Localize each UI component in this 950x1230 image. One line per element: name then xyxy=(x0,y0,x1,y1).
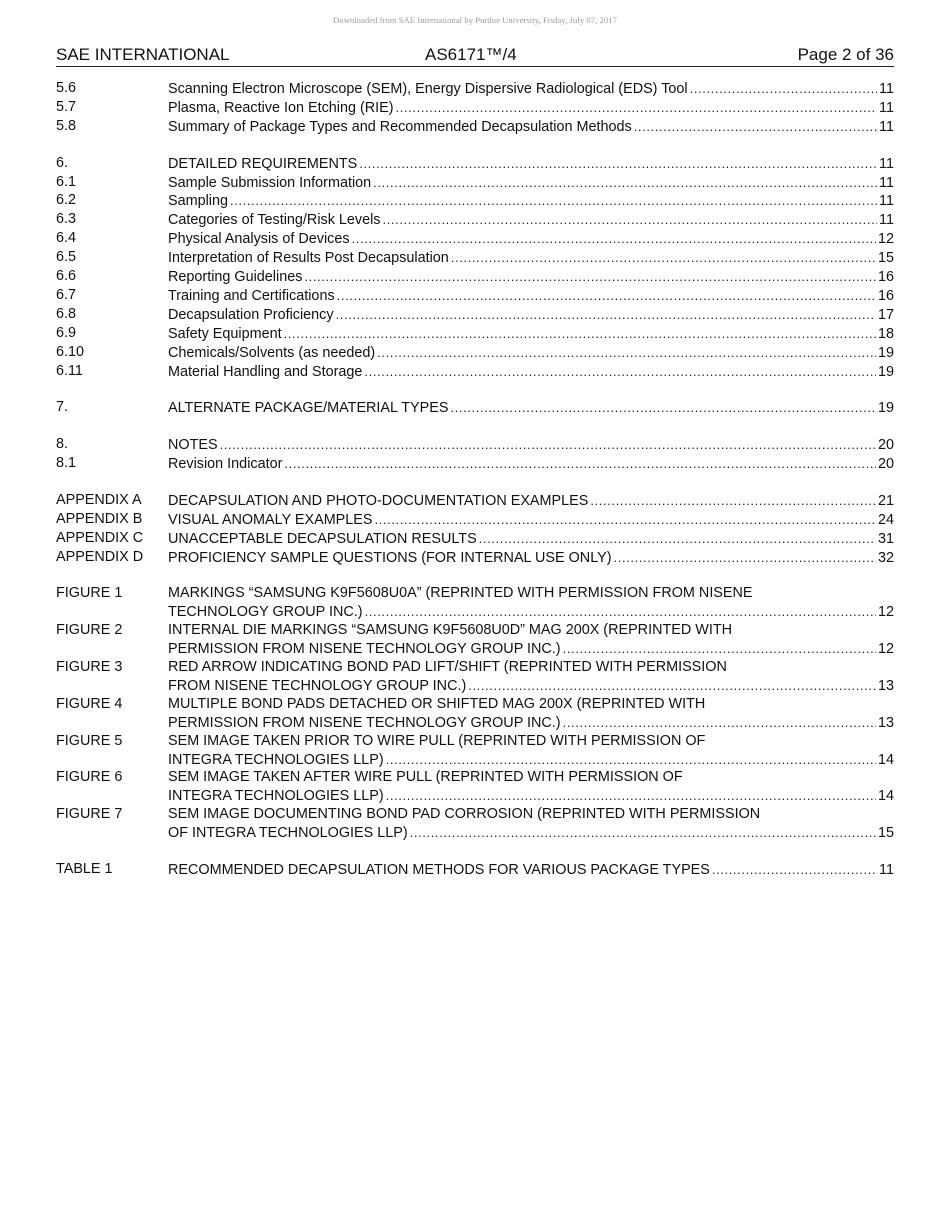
toc-entry-number: 8. xyxy=(56,436,69,453)
dot-leader xyxy=(690,80,877,98)
toc-entry-number: 6.3 xyxy=(56,211,77,228)
toc-entry-page: 21 xyxy=(877,492,894,509)
toc-entry-number: 6.8 xyxy=(56,305,77,322)
dot-leader xyxy=(364,363,876,381)
dot-leader xyxy=(410,824,876,842)
toc-entry-page: 11 xyxy=(879,861,894,878)
toc-entry-title: DECAPSULATION AND PHOTO-DOCUMENTATION EXAMPLES xyxy=(168,492,589,509)
toc-entry-title: UNACCEPTABLE DECAPSULATION RESULTS xyxy=(168,530,477,547)
toc-entry[interactable] xyxy=(56,492,894,511)
toc-entry-page: 11 xyxy=(879,193,894,210)
toc-entry-title: Scanning Electron Microscope (SEM), Energy Dispersive Radiological (EDS) Tool xyxy=(168,81,688,97)
toc-entry-number: APPENDIX B xyxy=(56,510,143,527)
toc-entry-page: 11 xyxy=(879,212,894,229)
toc-entry[interactable] xyxy=(56,511,894,530)
toc-entry-page: 11 xyxy=(879,118,894,135)
toc-entry-page: 19 xyxy=(877,344,894,361)
toc-entry-title: Plasma, Reactive Ion Etching (RIE) xyxy=(168,99,394,116)
toc-entry-title-continued: INTEGRA TECHNOLOGIES LLP) xyxy=(168,788,384,805)
toc-entry-title: Physical Analysis of Devices xyxy=(168,231,350,248)
toc-entry[interactable] xyxy=(56,399,894,418)
toc-entry-number: APPENDIX D xyxy=(56,548,144,565)
toc-entry-page: 11 xyxy=(879,174,894,191)
dot-leader xyxy=(563,714,876,732)
toc-entry-page: 11 xyxy=(879,155,894,172)
toc-entry[interactable] xyxy=(56,344,894,363)
page-header xyxy=(56,44,894,67)
toc-entry-number: 7. xyxy=(56,399,69,416)
toc-entry-title: Interpretation of Results Post Decapsulation xyxy=(168,250,449,267)
toc-entry-page: 20 xyxy=(877,456,894,473)
dot-leader xyxy=(352,230,876,248)
toc-entry[interactable] xyxy=(56,585,894,622)
toc-entry-title: NOTES xyxy=(168,437,218,454)
toc-entry[interactable] xyxy=(56,211,894,230)
toc-entry-title: RECOMMENDED DECAPSULATION METHODS FOR VARIOUS PACKAGE TYPES xyxy=(168,861,710,878)
dot-leader xyxy=(337,287,876,305)
toc-entry[interactable] xyxy=(56,622,894,659)
toc-entry-page: 15 xyxy=(877,825,894,842)
toc-entry-page: 18 xyxy=(877,325,894,342)
toc-entry[interactable] xyxy=(56,861,894,880)
toc-entry-title-continued: PERMISSION FROM NISENE TECHNOLOGY GROUP INC.) xyxy=(168,714,561,731)
header-document-id: AS6171™/4 xyxy=(425,45,517,64)
toc-entry-number: 5.8 xyxy=(56,117,77,134)
dot-leader xyxy=(374,511,876,529)
toc-entry-title-continued: FROM NISENE TECHNOLOGY GROUP INC.) xyxy=(168,677,467,694)
toc-entry-number: 6.7 xyxy=(56,286,77,303)
toc-entry-page: 13 xyxy=(877,677,894,694)
toc-entry-number: 6. xyxy=(56,154,69,171)
toc-entry-page: 19 xyxy=(877,363,894,380)
download-watermark: Downloaded from SAE International by Purdue University, Friday, July 07, 2017 xyxy=(333,15,617,25)
toc-entry-number: FIGURE 7 xyxy=(56,806,123,823)
toc-entry-number: FIGURE 5 xyxy=(56,732,123,749)
toc-entry-page: 15 xyxy=(877,250,894,267)
toc-entry-title: Summary of Package Types and Recommended Decapsulation Methods xyxy=(168,118,632,135)
toc-entry[interactable] xyxy=(56,306,894,325)
toc-entry[interactable] xyxy=(56,363,894,382)
dot-leader xyxy=(373,174,877,192)
toc-entry-page: 16 xyxy=(877,269,894,286)
table-of-contents xyxy=(56,80,894,880)
toc-entry-page: 11 xyxy=(879,81,894,97)
toc-entry-title-continued: INTEGRA TECHNOLOGIES LLP) xyxy=(168,751,384,768)
dot-leader xyxy=(563,640,876,658)
toc-entry[interactable] xyxy=(56,118,894,137)
toc-entry-page: 12 xyxy=(877,231,894,248)
toc-entry-number: 6.5 xyxy=(56,249,77,266)
dot-leader xyxy=(386,751,876,769)
toc-entry-number: 6.6 xyxy=(56,268,77,285)
toc-entry-title: Material Handling and Storage xyxy=(168,363,363,380)
toc-entry[interactable] xyxy=(56,268,894,287)
toc-entry[interactable] xyxy=(56,99,894,118)
dot-leader xyxy=(359,155,877,173)
toc-entry[interactable] xyxy=(56,155,894,174)
toc-entry-page: 14 xyxy=(877,751,894,768)
toc-entry-number: 6.1 xyxy=(56,173,77,190)
toc-entry[interactable] xyxy=(56,249,894,268)
dot-leader xyxy=(386,787,876,805)
toc-entry-title: PROFICIENCY SAMPLE QUESTIONS (FOR INTERNAL USE ONLY) xyxy=(168,549,612,566)
toc-entry[interactable] xyxy=(56,230,894,249)
toc-entry-number: FIGURE 4 xyxy=(56,695,123,712)
toc-entry-title: Sample Submission Information xyxy=(168,174,372,191)
toc-entry-page: 16 xyxy=(877,287,894,304)
toc-entry[interactable] xyxy=(56,80,894,99)
toc-entry-title: Safety Equipment xyxy=(168,325,282,342)
toc-entry-page: 14 xyxy=(877,788,894,805)
toc-entry-number: FIGURE 6 xyxy=(56,769,123,786)
dot-leader xyxy=(614,549,876,567)
toc-entry-title: MULTIPLE BOND PADS DETACHED OR SHIFTED MAG 200X (REPRINTED WITH xyxy=(168,695,706,712)
dot-leader xyxy=(284,325,876,343)
dot-leader xyxy=(220,436,876,454)
toc-entry-title: SEM IMAGE DOCUMENTING BOND PAD CORROSION (REPRINTED WITH PERMISSION xyxy=(168,806,761,823)
toc-entry-number: 6.4 xyxy=(56,230,77,247)
toc-entry-number: APPENDIX C xyxy=(56,529,144,546)
toc-entry-number: TABLE 1 xyxy=(56,860,113,877)
toc-entry-title: MARKINGS “SAMSUNG K9F5608U0A” (REPRINTED WITH PERMISSION FROM NISENE xyxy=(168,585,753,602)
toc-entry-page: 13 xyxy=(877,714,894,731)
header-organization: SAE INTERNATIONAL xyxy=(56,45,230,64)
toc-entry-number: 5.6 xyxy=(56,80,77,96)
toc-entry-page: 11 xyxy=(879,99,894,116)
toc-entry-title: SEM IMAGE TAKEN AFTER WIRE PULL (REPRINTED WITH PERMISSION OF xyxy=(168,769,683,786)
dot-leader xyxy=(396,99,878,117)
toc-entry[interactable] xyxy=(56,659,894,696)
dot-leader xyxy=(712,861,877,879)
toc-entry-number: 6.10 xyxy=(56,343,85,360)
toc-entry[interactable] xyxy=(56,696,894,733)
toc-entry-title-continued: OF INTEGRA TECHNOLOGIES LLP) xyxy=(168,825,408,842)
toc-entry-number: APPENDIX A xyxy=(56,491,142,508)
toc-entry-title-continued: PERMISSION FROM NISENE TECHNOLOGY GROUP INC.) xyxy=(168,641,561,658)
toc-entry-number: FIGURE 3 xyxy=(56,659,123,676)
toc-entry-title: VISUAL ANOMALY EXAMPLES xyxy=(168,511,373,528)
toc-entry[interactable] xyxy=(56,769,894,806)
toc-entry[interactable] xyxy=(56,287,894,306)
toc-entry[interactable] xyxy=(56,325,894,344)
toc-entry-number: 8.1 xyxy=(56,455,77,472)
toc-entry-title: ALTERNATE PACKAGE/MATERIAL TYPES xyxy=(168,400,449,417)
toc-entry-number: 6.2 xyxy=(56,192,77,209)
toc-entry-page: 31 xyxy=(877,530,894,547)
toc-entry-title-continued: TECHNOLOGY GROUP INC.) xyxy=(168,604,363,621)
toc-entry[interactable] xyxy=(56,455,894,474)
toc-entry-page: 20 xyxy=(877,437,894,454)
toc-entry-page: 19 xyxy=(877,400,894,417)
dot-leader xyxy=(365,603,876,621)
dot-leader xyxy=(304,268,876,286)
toc-entry-title: Training and Certifications xyxy=(168,287,335,304)
toc-entry-number: 6.11 xyxy=(56,362,83,379)
toc-entry-title: Revision Indicator xyxy=(168,456,283,473)
toc-entry[interactable] xyxy=(56,174,894,193)
dot-leader xyxy=(284,455,876,473)
toc-entry[interactable] xyxy=(56,436,894,455)
toc-entry-page: 32 xyxy=(877,549,894,566)
dot-leader xyxy=(383,211,878,229)
toc-entry-title: Chemicals/Solvents (as needed) xyxy=(168,344,376,361)
dot-leader xyxy=(336,306,876,324)
dot-leader xyxy=(451,249,876,267)
toc-entry-title: Reporting Guidelines xyxy=(168,269,303,286)
toc-entry-title: DETAILED REQUIREMENTS xyxy=(168,155,358,172)
toc-entry-number: FIGURE 1 xyxy=(56,585,123,602)
toc-entry[interactable] xyxy=(56,530,894,549)
toc-entry-page: 17 xyxy=(877,306,894,323)
toc-entry-title: SEM IMAGE TAKEN PRIOR TO WIRE PULL (REPRINTED WITH PERMISSION OF xyxy=(168,732,706,749)
toc-entry-page: 12 xyxy=(877,641,894,658)
toc-entry-title: Sampling xyxy=(168,193,228,210)
toc-entry-title: Decapsulation Proficiency xyxy=(168,306,334,323)
dot-leader xyxy=(634,118,877,136)
toc-entry-number: 5.7 xyxy=(56,98,77,115)
toc-entry-number: FIGURE 2 xyxy=(56,622,123,639)
dot-leader xyxy=(377,344,876,362)
toc-entry[interactable] xyxy=(56,549,894,568)
header-page-number: Page 2 of 36 xyxy=(797,45,894,64)
dot-leader xyxy=(479,530,876,548)
toc-entry[interactable] xyxy=(56,192,894,211)
toc-entry-page: 24 xyxy=(877,511,894,528)
toc-entry[interactable] xyxy=(56,806,894,843)
dot-leader xyxy=(590,492,876,510)
toc-entry-title: Categories of Testing/Risk Levels xyxy=(168,212,381,229)
dot-leader xyxy=(450,399,876,417)
toc-entry-number: 6.9 xyxy=(56,324,77,341)
dot-leader xyxy=(230,192,877,210)
toc-entry-title: RED ARROW INDICATING BOND PAD LIFT/SHIFT (REPRINTED WITH PERMISSION xyxy=(168,659,727,676)
toc-entry[interactable] xyxy=(56,733,894,770)
toc-entry-title: INTERNAL DIE MARKINGS “SAMSUNG K9F5608U0D” MAG 200X (REPRINTED WITH xyxy=(168,622,733,639)
dot-leader xyxy=(468,677,876,695)
toc-entry-page: 12 xyxy=(877,604,894,621)
